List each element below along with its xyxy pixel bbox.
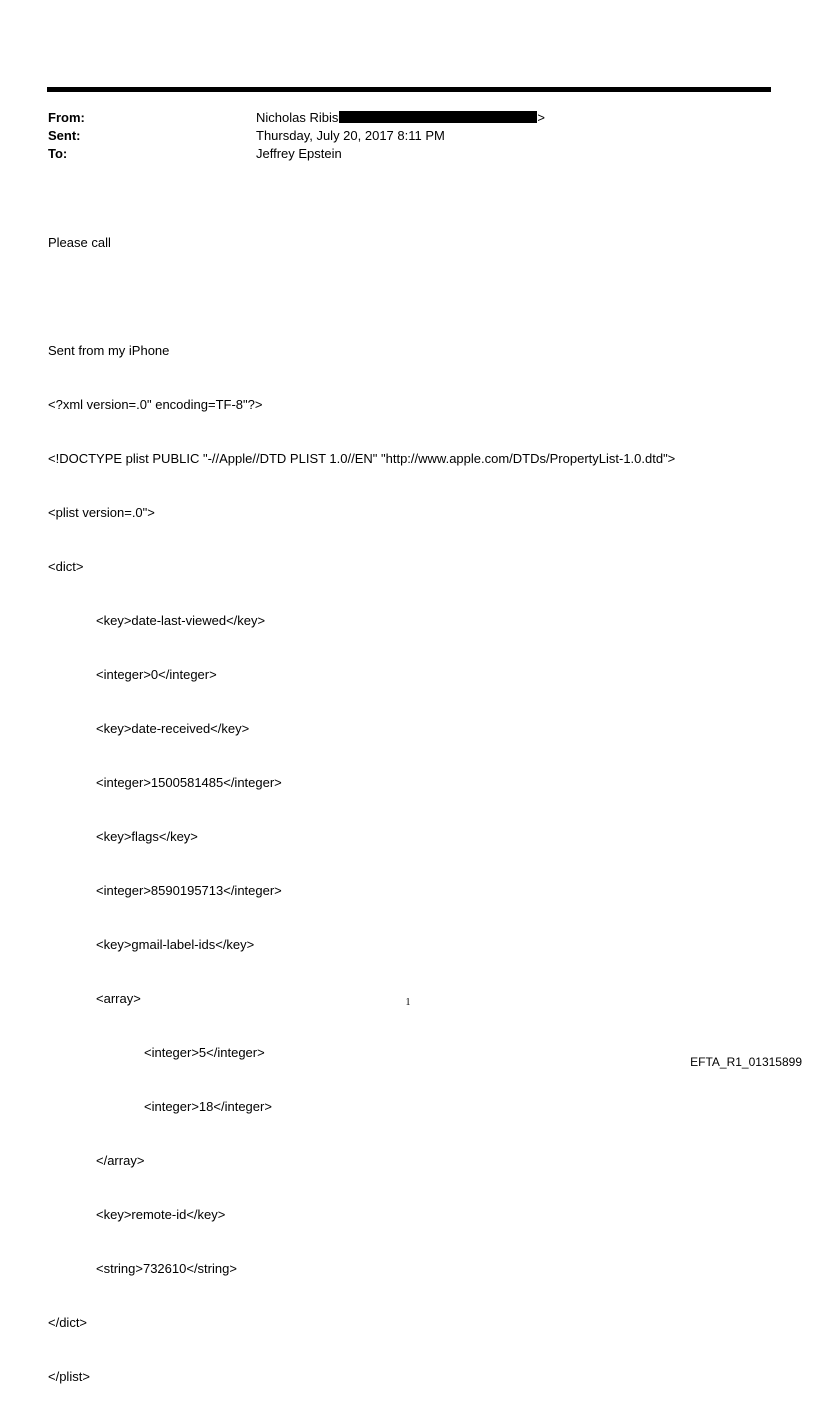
sent-value: Thursday, July 20, 2017 8:11 PM <box>256 128 445 143</box>
header-rule <box>47 87 771 92</box>
code-line: <integer>18</integer> <box>144 1099 272 1114</box>
from-value <box>256 109 545 127</box>
array-close-line: </array> <box>96 1153 145 1168</box>
sender-name: Nicholas Ribis <box>256 110 339 125</box>
paragraph-gap <box>48 288 675 306</box>
xml-declaration-line: <?xml version=.0" encoding=TF-8"?> <box>48 397 263 412</box>
plist-close-line: </plist> <box>48 1369 90 1384</box>
code-line: <integer>1500581485</integer> <box>96 775 282 790</box>
sent-label: Sent: <box>48 128 81 143</box>
code-line: <integer>0</integer> <box>96 667 217 682</box>
to-label: To: <box>48 146 68 161</box>
array-open-line: <array> <box>96 991 141 1006</box>
from-label: From: <box>48 110 85 125</box>
plist-open-line: <plist version=.0"> <box>48 505 155 520</box>
greeting-text: Please call <box>48 235 111 250</box>
email-body <box>48 198 675 1404</box>
signature-text: Sent from my iPhone <box>48 343 170 358</box>
code-line: <key>remote-id</key> <box>96 1207 226 1222</box>
code-line: <string>732610</string> <box>96 1261 237 1276</box>
dict-close-line: </dict> <box>48 1315 88 1330</box>
doctype-line: <!DOCTYPE plist PUBLIC "-//Apple//DTD PLIST 1.0//EN" "http://www.apple.com/DTDs/PropertyList-1.0.dtd"> <box>48 451 676 466</box>
code-line: <key>gmail-label-ids</key> <box>96 937 255 952</box>
document-id: EFTA_R1_01315899 <box>690 1055 802 1069</box>
redaction-block <box>339 111 537 123</box>
code-line: <key>date-received</key> <box>96 721 250 736</box>
dict-open-line: <dict> <box>48 559 84 574</box>
code-line: <key>date-last-viewed</key> <box>96 613 266 628</box>
code-line: <key>flags</key> <box>96 829 198 844</box>
code-line: <integer>8590195713</integer> <box>96 883 282 898</box>
code-line: <integer>5</integer> <box>144 1045 265 1060</box>
page-number: 1 <box>405 997 411 1008</box>
to-value: Jeffrey Epstein <box>256 146 342 161</box>
sender-address-end: > <box>537 110 545 125</box>
